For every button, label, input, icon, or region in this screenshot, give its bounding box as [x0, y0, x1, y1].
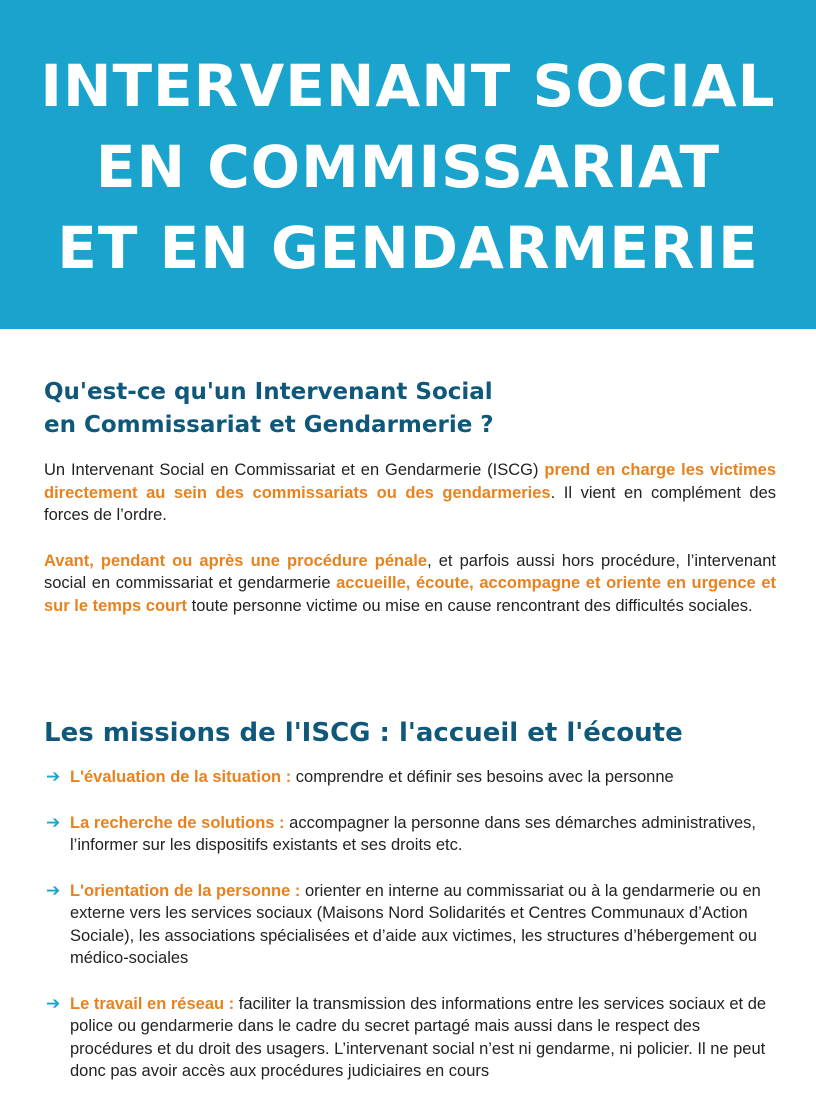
mission-item [44, 766, 776, 789]
mission-text: orienter en interne au commissariat ou à la gendarmerie ou en externe vers les services sociaux (Maisons Nord Solidarités et Centres Communaux d’Action Sociale), les associations spécialisées et d’aide aux victimes, les structures d’hébergement ou médico-sociales [70, 881, 761, 967]
page-title-line: INTERVENANT SOCIAL [40, 52, 776, 120]
page-title-line: ET EN GENDARMERIE [57, 214, 759, 282]
intro-heading-line: en Commissariat et Gendarmerie ? [44, 412, 494, 438]
mission-label: La recherche de solutions : [70, 813, 285, 832]
mission-text: accompagner la personne dans ses démarches administratives, l’informer sur les dispositifs existants et ses droits etc. [70, 813, 756, 854]
page-title [40, 40, 775, 289]
intro-p2-highlight: Avant, pendant ou après une procédure pénale [44, 551, 428, 570]
intro-p1-text: Un Intervenant Social en Commissariat et en Gendarmerie (ISCG) [44, 461, 545, 479]
missions-section [44, 716, 776, 1083]
intro-p2-text-end: toute personne victime ou mise en cause rencontrant des difficultés sociales. [187, 596, 753, 615]
mission-item [44, 812, 776, 857]
intro-paragraph-1 [44, 459, 776, 527]
mission-label: L'orientation de la personne : [70, 881, 301, 900]
mission-label: Le travail en réseau : [70, 994, 235, 1013]
intro-p1-text-end: . Il vient en complément des forces de l’ordre. [44, 483, 777, 524]
mission-text: comprendre et définir ses besoins avec la personne [291, 768, 674, 786]
intro-section [44, 376, 776, 617]
intro-heading [44, 376, 776, 442]
mission-label: L'évaluation de la situation : [70, 768, 292, 786]
arrow-right-icon: ➔ [46, 993, 61, 1013]
arrow-right-icon: ➔ [46, 812, 61, 832]
arrow-right-icon: ➔ [46, 880, 61, 900]
intro-p2-text: , et parfois aussi hors procédure, l’intervenant social en commissariat et gendarmerie [44, 551, 776, 592]
missions-heading: Les missions de l'ISCG : l'accueil et l'écoute [44, 718, 683, 748]
mission-item [44, 993, 776, 1083]
arrow-right-icon: ➔ [46, 767, 61, 786]
page-title-line: EN COMMISSARIAT [95, 133, 721, 201]
title-banner [0, 0, 816, 329]
intro-p2-highlight-2: accueille, écoute, accompagne et oriente en urgence et sur le temps court [44, 574, 776, 615]
mission-text: faciliter la transmission des informations entre les services sociaux et de police ou gendarmerie dans le cadre du secret partagé mais aussi dans le respect des procédures et du droit des usagers. L’intervenant social n’est ni gendarme, ni policier. Il ne peut donc pas avoir accès aux procédures judiciaires en cours [70, 994, 767, 1080]
mission-item [44, 880, 776, 970]
intro-paragraph-2 [44, 550, 776, 618]
intro-heading-line: Qu'est-ce qu'un Intervenant Social [44, 379, 493, 405]
intro-p1-highlight: prend en charge les victimes directement au sein des commissariats ou des gendarmeries [44, 461, 777, 502]
